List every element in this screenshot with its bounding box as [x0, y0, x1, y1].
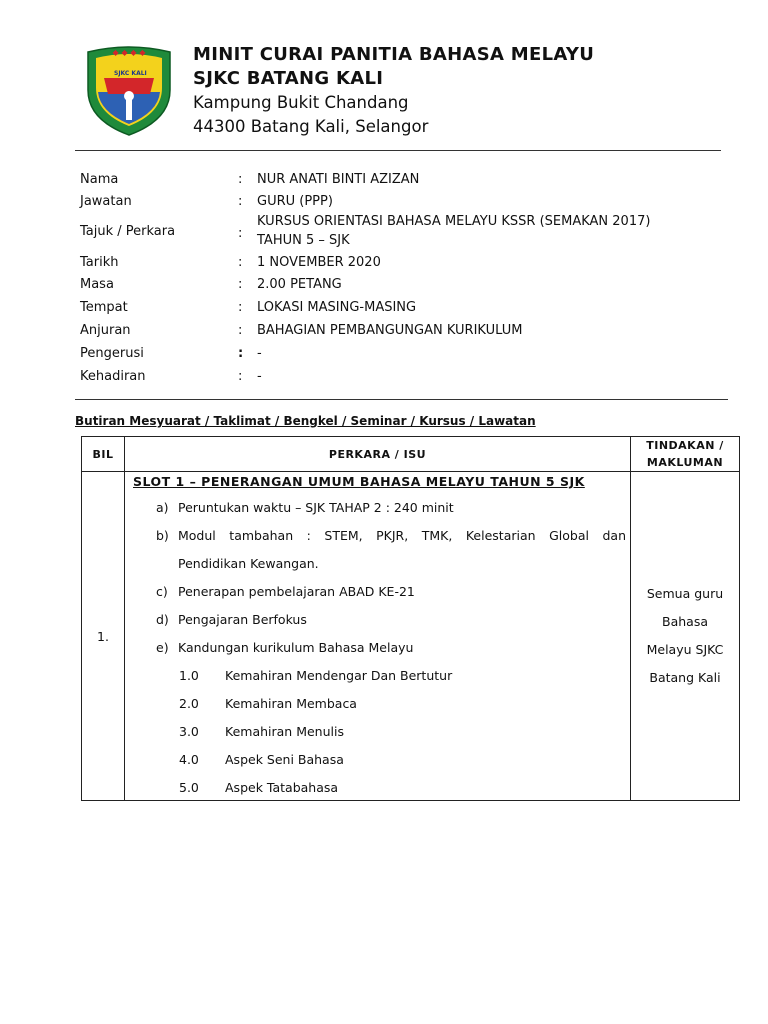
list-item-c: Penerapan pembelajaran ABAD KE-21 — [178, 584, 415, 599]
info-value: - — [257, 369, 262, 384]
tindakan-line: Semua guru — [646, 586, 724, 601]
subitem-text: Kemahiran Mendengar Dan Bertutur — [225, 668, 453, 683]
info-label: Nama — [80, 172, 119, 187]
school-logo — [84, 42, 174, 137]
info-label: Jawatan — [80, 194, 132, 209]
list-item-e: Kandungan kurikulum Bahasa Melayu — [178, 640, 414, 655]
minutes-table — [81, 436, 740, 801]
list-item-a-marker: a) — [156, 500, 169, 515]
info-colon: : — [238, 194, 243, 209]
info-colon: : — [238, 369, 243, 384]
slot-title: SLOT 1 – PENERANGAN UMUM BAHASA MELAYU TAHUN 5 SJK — [133, 474, 585, 489]
info-label: Kehadiran — [80, 369, 146, 384]
document-header — [193, 43, 594, 139]
row-tindakan — [631, 472, 740, 801]
tindakan-line: Melayu SJKC — [646, 642, 724, 657]
subitem-number: 4.0 — [179, 752, 199, 767]
header-address-2: 44300 Batang Kali, Selangor — [193, 117, 429, 136]
list-item-c-marker: c) — [156, 584, 168, 599]
list-item-e-marker: e) — [156, 640, 169, 655]
header-tindakan — [631, 437, 740, 472]
subitem-text: Aspek Tatabahasa — [225, 780, 339, 795]
header-school-name: SJKC BATANG KALI — [193, 68, 384, 89]
header-divider — [75, 150, 721, 151]
info-value: 2.00 PETANG — [257, 277, 342, 292]
subitem-number: 3.0 — [179, 724, 199, 739]
header-title: MINIT CURAI PANITIA BAHASA MELAYU — [193, 44, 595, 65]
header-address-1: Kampung Bukit Chandang — [193, 93, 409, 112]
info-value: KURSUS ORIENTASI BAHASA MELAYU KSSR (SEMAKAN 2017) — [257, 214, 651, 229]
info-colon: : — [238, 255, 243, 270]
tindakan-line: Batang Kali — [649, 670, 721, 685]
info-value: LOKASI MASING-MASING — [257, 300, 417, 315]
row-bil: 1. — [82, 472, 125, 801]
subitem-text: Kemahiran Menulis — [225, 724, 344, 739]
info-value: GURU (PPP) — [257, 194, 333, 209]
info-label: Anjuran — [80, 323, 131, 338]
header-bil: BIL — [82, 437, 125, 472]
list-item-b: Modul tambahan : STEM, PKJR, TMK, Kelestarian Global dan — [178, 528, 626, 543]
info-value: - — [257, 346, 262, 361]
info-colon: : — [238, 226, 243, 241]
subitem-number: 5.0 — [179, 780, 199, 795]
info-value: BAHAGIAN PEMBANGUNGAN KURIKULUM — [257, 323, 523, 338]
tindakan-line: Bahasa — [662, 614, 708, 629]
list-item-b-line-2: Pendidikan Kewangan. — [178, 556, 319, 571]
row-perkara — [125, 472, 631, 801]
table-header-row — [82, 437, 740, 472]
list-item-b-marker: b) — [156, 528, 169, 543]
header-perkara: PERKARA / ISU — [125, 437, 631, 472]
info-label: Tarikh — [80, 255, 119, 270]
subitem-number: 1.0 — [179, 668, 199, 683]
subitem-text: Aspek Seni Bahasa — [225, 752, 344, 767]
table-row — [82, 472, 740, 801]
list-item-d: Pengajaran Berfokus — [178, 612, 307, 627]
info-label: Masa — [80, 277, 114, 292]
info-colon: : — [238, 277, 243, 292]
info-colon: : — [238, 346, 244, 361]
section-title: Butiran Mesyuarat / Taklimat / Bengkel / Seminar / Kursus / Lawatan — [75, 414, 536, 428]
info-colon: : — [238, 323, 243, 338]
subitem-text: Kemahiran Membaca — [225, 696, 357, 711]
list-item-a: Peruntukan waktu – SJK TAHAP 2 : 240 minit — [178, 500, 454, 515]
subitem-number: 2.0 — [179, 696, 199, 711]
info-divider — [75, 399, 728, 400]
header-tindakan-line-2: MAKLUMAN — [646, 456, 724, 469]
header-tindakan-line-1: TINDAKAN / — [646, 439, 724, 452]
info-label: Pengerusi — [80, 346, 144, 361]
info-value: NUR ANATI BINTI AZIZAN — [257, 172, 420, 187]
info-value-line-2: TAHUN 5 – SJK — [257, 233, 350, 248]
info-colon: : — [238, 300, 243, 315]
list-item-d-marker: d) — [156, 612, 169, 627]
info-label: Tempat — [80, 300, 128, 315]
info-colon: : — [238, 172, 243, 187]
logo-text: SJKC KALI — [114, 70, 147, 77]
svg-text:◆ ◆ ◆ ◆: ◆ ◆ ◆ ◆ — [112, 48, 146, 57]
info-value: 1 NOVEMBER 2020 — [257, 255, 381, 270]
info-label: Tajuk / Perkara — [80, 224, 176, 239]
